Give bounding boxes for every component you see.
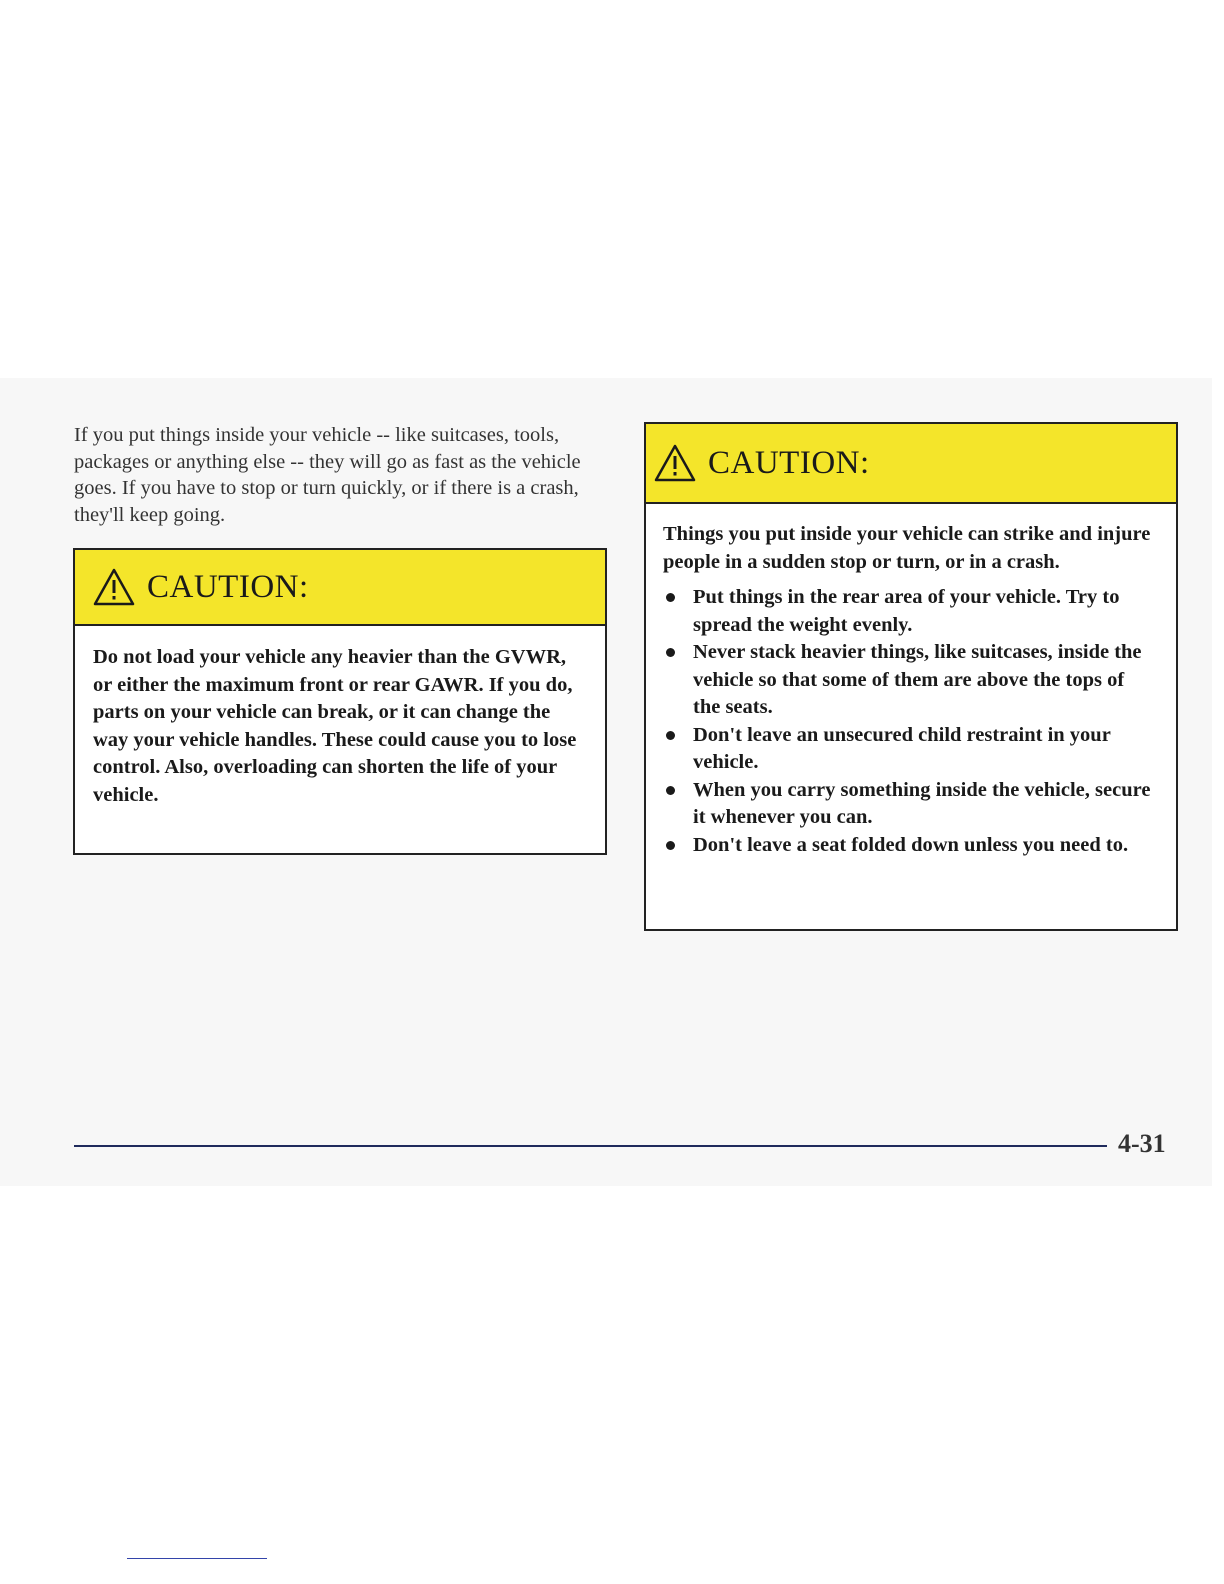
caution-box-load-limits: [73, 548, 607, 855]
bullet-icon: [666, 593, 675, 602]
bullet-icon: [666, 731, 675, 740]
footer-rule: [74, 1145, 1107, 1147]
caution-title: CAUTION:: [147, 568, 309, 605]
intro-paragraph: If you put things inside your vehicle -- like suitcases, tools, packages or anything else -- they will go as fast as the vehicle goes. If you have to stop or turn quickly, or if there is a crash, they'll keep going.: [74, 424, 581, 526]
bullet-text: Put things in the rear area of your vehicle. Try to spread the weight evenly.: [693, 586, 1120, 636]
bullet-text: When you carry something inside the vehicle, secure it whenever you can.: [693, 778, 1151, 828]
bullet-text: Don't leave a seat folded down unless you need to.: [693, 833, 1129, 856]
bullet-icon: [666, 841, 675, 850]
bullet-icon: [666, 648, 675, 657]
caution-body: Do not load your vehicle any heavier than the GVWR, or either the maximum front or rear GAWR. If you do, parts on your vehicle can break, or it can change the way your vehicle handles. These could cause you to lose control. Also, overloading can shorten the life of your vehicle.: [93, 646, 577, 806]
bullet-item: [663, 639, 1156, 722]
bullet-text: Don't leave an unsecured child restraint in your vehicle.: [693, 723, 1111, 773]
bullet-item: [663, 777, 1156, 832]
caution-header: [75, 550, 605, 626]
page-number: 4-31: [1118, 1129, 1166, 1158]
caution-header: [646, 424, 1176, 504]
caution-box-cargo: [644, 422, 1178, 931]
bullet-icon: [666, 786, 675, 795]
bullet-item: [663, 584, 1156, 639]
warning-triangle-icon: [93, 568, 135, 606]
bullet-text: Never stack heavier things, like suitcases, inside the vehicle so that some of them are above the tops of the seats.: [693, 641, 1142, 718]
caution-intro: Things you put inside your vehicle can strike and injure people in a sudden stop or turn, or in a crash.: [663, 523, 1151, 573]
caution-bullet-list: [646, 584, 1176, 859]
caution-title: CAUTION:: [708, 444, 870, 481]
divider: [127, 1558, 267, 1559]
bullet-item: [663, 722, 1156, 777]
bullet-item: [663, 832, 1156, 860]
warning-triangle-icon: [654, 444, 696, 482]
